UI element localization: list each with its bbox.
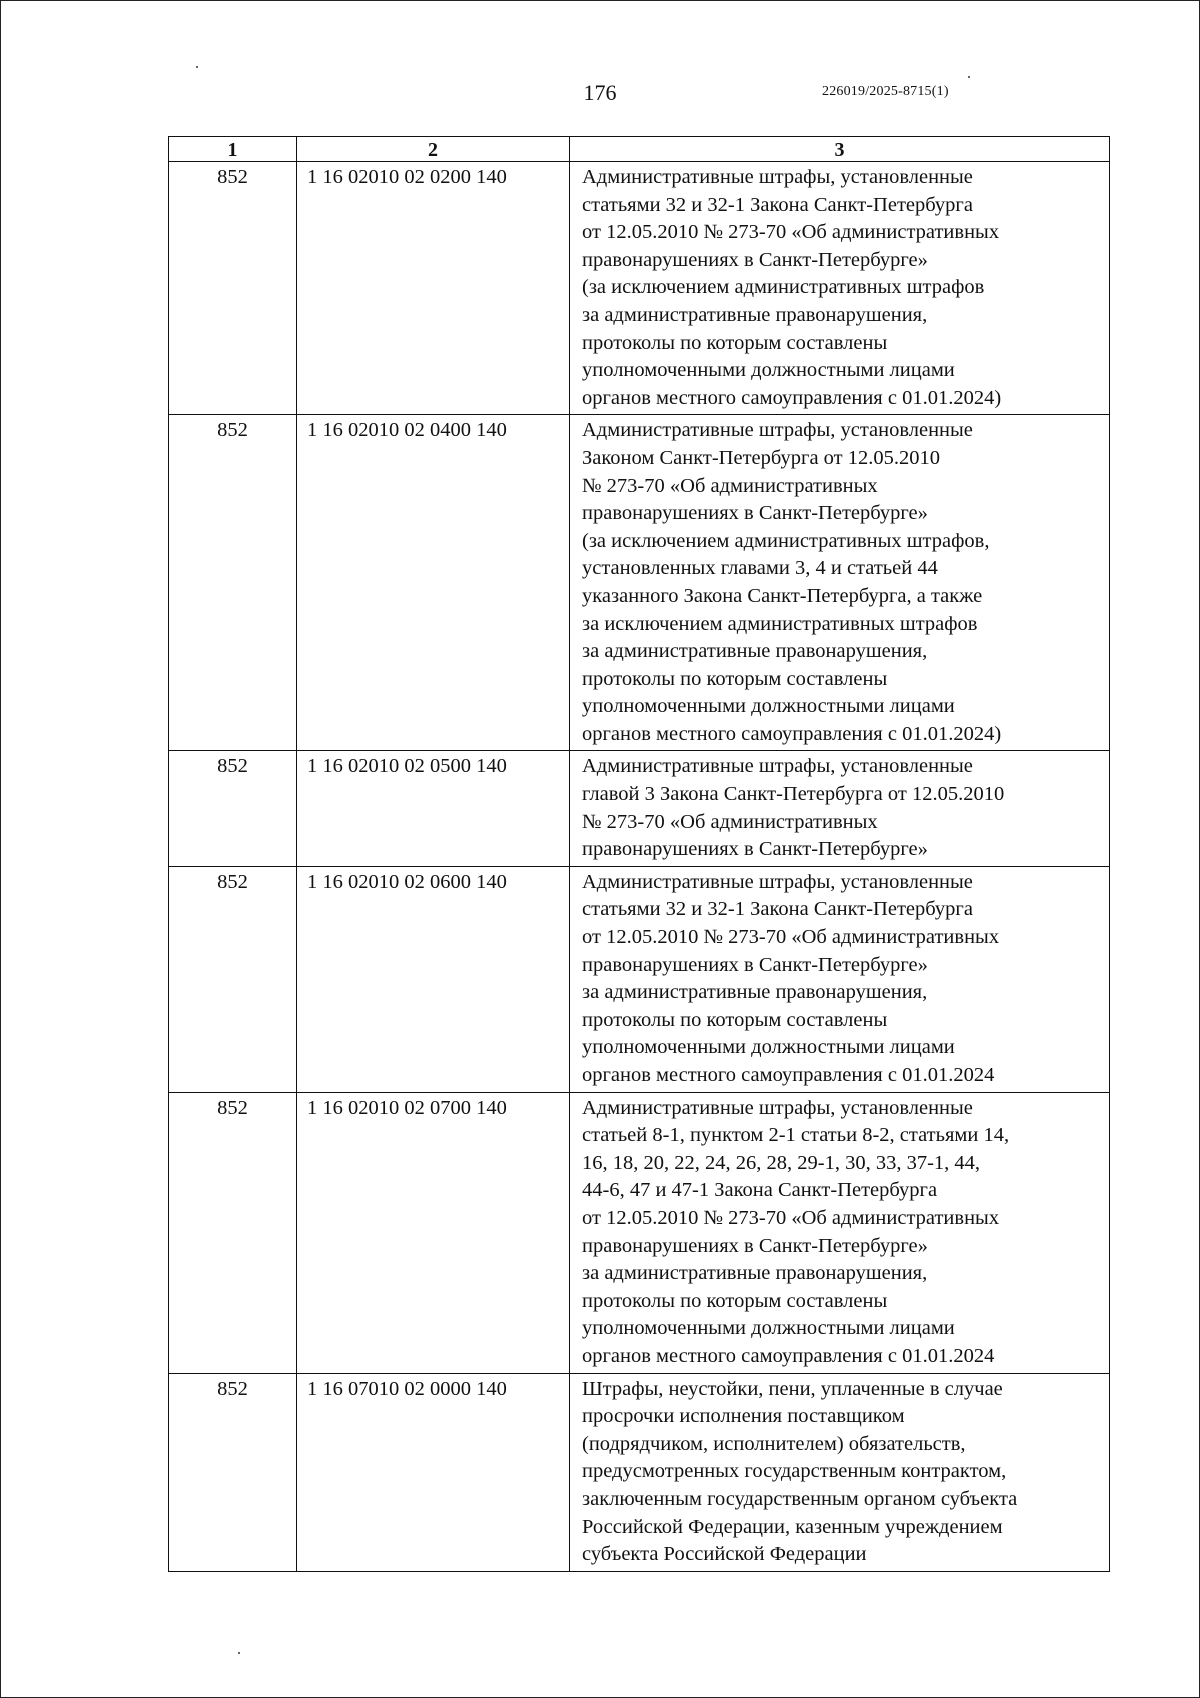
description-line: уполномоченными должностными лицами xyxy=(582,695,955,718)
description-line: Штрафы, неустойки, пени, уплаченные в случае xyxy=(582,1377,1003,1400)
description-line: правонарушениях в Санкт-Петербурге» xyxy=(582,838,928,861)
column-header-3: 3 xyxy=(570,137,1110,162)
description-line: за административные правонарушения, xyxy=(582,1262,928,1285)
table-row xyxy=(169,415,1110,751)
column-header-2: 2 xyxy=(297,137,570,162)
description-line: правонарушениях в Санкт-Петербурге» xyxy=(582,502,928,525)
description-line: правонарушениях в Санкт-Петербурге» xyxy=(582,953,928,976)
description-line: (подрядчиком, исполнителем) обязательств, xyxy=(582,1432,966,1455)
scan-speck xyxy=(968,76,970,78)
budget-classification-code-cell: 1 16 02010 02 0600 140 xyxy=(297,866,570,1092)
description-line: уполномоченными должностными лицами xyxy=(582,1317,955,1340)
description-line: Административные штрафы, установленные xyxy=(582,755,973,778)
description-line: от 12.05.2010 № 273-70 «Об административных xyxy=(582,1206,1000,1229)
description-line: главой 3 Закона Санкт-Петербурга от 12.05.2010 xyxy=(582,783,1005,806)
description-line: за административные правонарушения, xyxy=(582,303,928,326)
admin-code-cell: 852 xyxy=(169,415,297,751)
description-line: протоколы по которым составлены xyxy=(582,1008,888,1031)
description-line: предусмотренных государственным контрактом, xyxy=(582,1460,1007,1483)
description-line: № 273-70 «Об административных xyxy=(582,474,878,497)
table-row xyxy=(169,751,1110,866)
table-row xyxy=(169,162,1110,415)
admin-code-cell: 852 xyxy=(169,162,297,415)
description-line: 16, 18, 20, 22, 24, 26, 28, 29-1, 30, 33, 37-1, 44, xyxy=(582,1151,981,1174)
table-body xyxy=(169,162,1110,1572)
description-line: статьей 8-1, пунктом 2-1 статьи 8-2, статьями 14, xyxy=(582,1124,1010,1147)
description-line: за административные правонарушения, xyxy=(582,640,928,663)
description-line: Административные штрафы, установленные xyxy=(582,166,973,188)
table-row xyxy=(169,866,1110,1092)
description-line: правонарушениях в Санкт-Петербурге» xyxy=(582,248,928,271)
description-line: статьями 32 и 32-1 Закона Санкт-Петербурга xyxy=(582,898,973,921)
table-row xyxy=(169,1092,1110,1373)
description-line: протоколы по которым составлены xyxy=(582,1289,888,1312)
description-line: Административные штрафы, установленные xyxy=(582,870,973,893)
scan-speck xyxy=(196,66,198,68)
description-line: статьями 32 и 32-1 Закона Санкт-Петербурга xyxy=(582,193,973,216)
scan-speck xyxy=(238,1652,240,1654)
description-line: Российской Федерации, казенным учреждением xyxy=(582,1515,1003,1538)
description-line: установленных главами 3, 4 и статьей 44 xyxy=(582,557,938,580)
description-line: заключенным государственным органом субъекта xyxy=(582,1487,1018,1510)
admin-code-cell: 852 xyxy=(169,866,297,1092)
description-line: органов местного самоуправления с 01.01.2024 xyxy=(582,1344,995,1367)
admin-code-cell: 852 xyxy=(169,1373,297,1571)
description-line: № 273-70 «Об административных xyxy=(582,810,878,833)
budget-classification-code-cell: 1 16 07010 02 0000 140 xyxy=(297,1373,570,1571)
description-line: правонарушениях в Санкт-Петербурге» xyxy=(582,1234,928,1257)
description-line: субъекта Российской Федерации xyxy=(582,1543,867,1566)
description-line: органов местного самоуправления с 01.01.2024) xyxy=(582,386,1002,409)
description-line: Законом Санкт-Петербурга от 12.05.2010 xyxy=(582,446,940,469)
revenue-description-cell xyxy=(570,866,1110,1092)
description-line: просрочки исполнения поставщиком xyxy=(582,1405,905,1428)
description-line: за административные правонарушения, xyxy=(582,981,928,1004)
budget-classification-code-cell: 1 16 02010 02 0500 140 xyxy=(297,751,570,866)
document-id: 226019/2025-8715(1) xyxy=(822,84,949,99)
revenue-description-cell xyxy=(570,751,1110,866)
description-line: органов местного самоуправления с 01.01.2024) xyxy=(582,722,1002,745)
revenue-description-cell xyxy=(570,1373,1110,1571)
description-line: за исключением административных штрафов xyxy=(582,612,978,635)
table-header-row xyxy=(169,137,1110,162)
description-line: органов местного самоуправления с 01.01.2024 xyxy=(582,1064,995,1086)
description-line: протоколы по которым составлены xyxy=(582,331,888,354)
description-line: указанного Закона Санкт-Петербурга, а также xyxy=(582,584,983,607)
admin-code-cell: 852 xyxy=(169,1092,297,1373)
description-line: протоколы по которым составлены xyxy=(582,667,888,690)
description-line: уполномоченными должностными лицами xyxy=(582,1036,955,1059)
budget-codes-table xyxy=(168,136,1110,1572)
description-line: Административные штрафы, установленные xyxy=(582,419,973,442)
description-line: 44-6, 47 и 47-1 Закона Санкт-Петербурга xyxy=(582,1179,938,1202)
budget-classification-code-cell: 1 16 02010 02 0700 140 xyxy=(297,1092,570,1373)
budget-classification-code-cell: 1 16 02010 02 0200 140 xyxy=(297,162,570,415)
revenue-description-cell xyxy=(570,162,1110,415)
description-line: (за исключением административных штрафов xyxy=(582,276,985,299)
admin-code-cell: 852 xyxy=(169,751,297,866)
revenue-description-cell xyxy=(570,415,1110,751)
description-line: Административные штрафы, установленные xyxy=(582,1096,973,1119)
revenue-description-cell xyxy=(570,1092,1110,1373)
table-row xyxy=(169,1373,1110,1571)
page-number: 176 xyxy=(583,80,617,105)
description-line: от 12.05.2010 № 273-70 «Об административных xyxy=(582,926,1000,949)
column-header-1: 1 xyxy=(169,137,297,162)
description-line: уполномоченными должностными лицами xyxy=(582,359,955,382)
description-line: (за исключением административных штрафов, xyxy=(582,529,990,552)
budget-classification-code-cell: 1 16 02010 02 0400 140 xyxy=(297,415,570,751)
description-line: от 12.05.2010 № 273-70 «Об административных xyxy=(582,221,1000,244)
